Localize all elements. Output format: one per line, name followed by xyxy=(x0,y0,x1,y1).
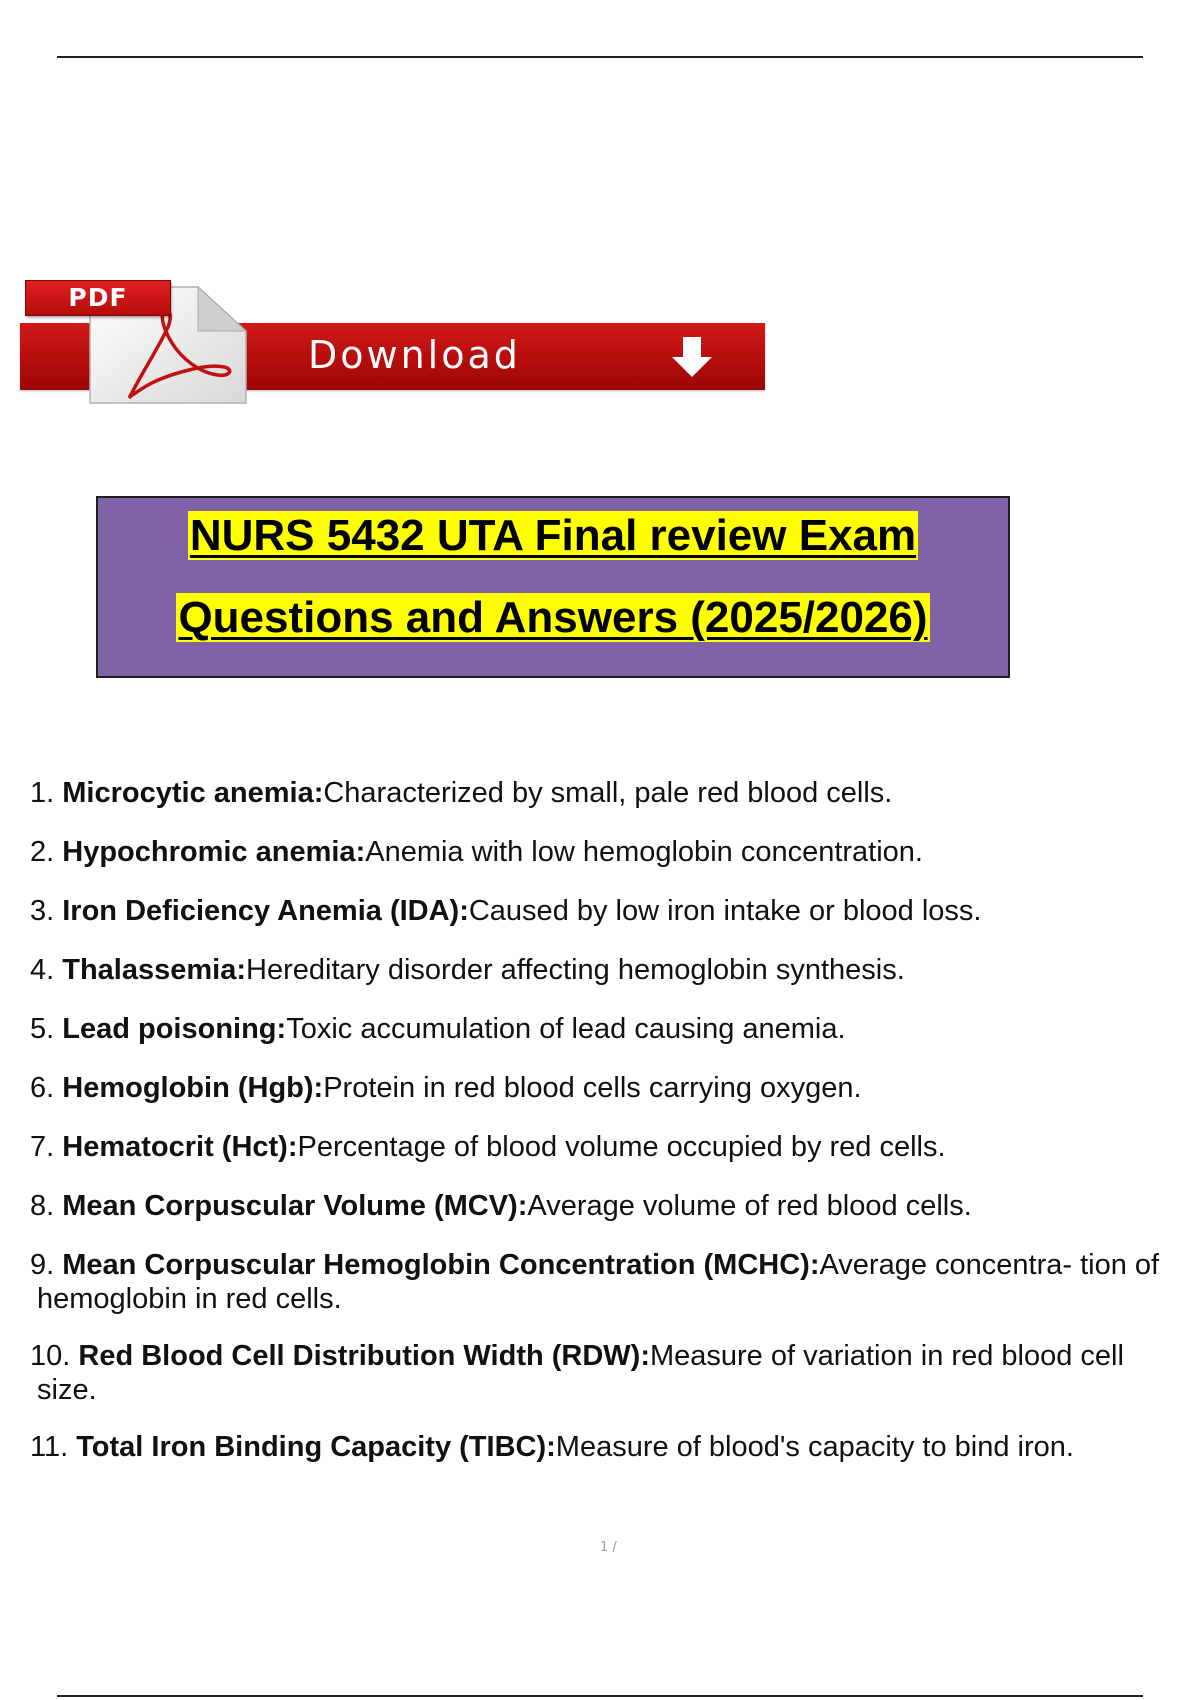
item-term: Thalassemia: xyxy=(62,954,247,986)
item-number: 1. xyxy=(30,777,55,809)
download-banner[interactable] xyxy=(20,275,770,405)
item-definition: Measure of variation in red blood cell size. xyxy=(37,1340,1124,1406)
list-item xyxy=(30,1130,1180,1164)
item-definition: Protein in red blood cells carrying oxygen. xyxy=(323,1072,862,1104)
title-box xyxy=(96,496,1010,678)
pdf-tag-label: PDF xyxy=(68,283,128,312)
item-number: 9. xyxy=(30,1249,55,1281)
item-definition: Toxic accumulation of lead causing anemia. xyxy=(286,1013,846,1045)
item-term: Microcytic anemia: xyxy=(62,777,324,809)
download-label[interactable]: Download xyxy=(308,333,521,377)
list-item xyxy=(30,1189,1180,1223)
item-definition: Average concentra- tion of hemoglobin in red cells. xyxy=(37,1249,1160,1315)
item-definition: Hereditary disorder affecting hemoglobin synthesis. xyxy=(246,954,905,986)
list-item xyxy=(30,953,1180,987)
list-item xyxy=(30,1071,1180,1105)
list-item xyxy=(30,894,1180,928)
pdf-tag xyxy=(25,280,171,316)
item-number: 3. xyxy=(30,895,55,927)
item-term: Lead poisoning: xyxy=(62,1013,287,1045)
page-number: 1 / xyxy=(600,1540,617,1555)
item-term: Hypochromic anemia: xyxy=(62,836,366,868)
item-number: 7. xyxy=(30,1131,55,1163)
list-item xyxy=(30,1430,1180,1464)
list-item xyxy=(30,1339,1180,1407)
item-number: 6. xyxy=(30,1072,55,1104)
list-item xyxy=(30,776,1180,810)
item-term: Mean Corpuscular Volume (MCV): xyxy=(62,1190,528,1222)
qa-list xyxy=(30,776,1180,1489)
item-definition: Average volume of red blood cells. xyxy=(527,1190,972,1222)
item-definition: Characterized by small, pale red blood cells. xyxy=(323,777,893,809)
item-number: 11. xyxy=(30,1431,69,1463)
top-rule xyxy=(57,56,1143,58)
item-number: 2. xyxy=(30,836,55,868)
down-arrow-icon[interactable] xyxy=(668,333,716,381)
item-term: Total Iron Binding Capacity (TIBC): xyxy=(76,1431,556,1463)
list-item xyxy=(30,1248,1180,1316)
item-definition: Anemia with low hemoglobin concentration. xyxy=(365,836,923,868)
item-number: 10. xyxy=(30,1340,71,1372)
item-term: Red Blood Cell Distribution Width (RDW): xyxy=(78,1340,650,1372)
title-text-1: NURS 5432 UTA Final review Exam xyxy=(189,511,917,560)
title-line-2 xyxy=(98,592,1008,644)
item-definition: Caused by low iron intake or blood loss. xyxy=(468,895,982,927)
item-term: Hematocrit (Hct): xyxy=(62,1131,298,1163)
item-term: Iron Deficiency Anemia (IDA): xyxy=(62,895,469,927)
item-definition: Percentage of blood volume occupied by red cells. xyxy=(297,1131,946,1163)
item-number: 5. xyxy=(30,1013,55,1045)
item-term: Hemoglobin (Hgb): xyxy=(62,1072,324,1104)
list-item xyxy=(30,1012,1180,1046)
item-number: 4. xyxy=(30,954,55,986)
title-line-1 xyxy=(98,510,1008,562)
item-number: 8. xyxy=(30,1190,55,1222)
list-item xyxy=(30,835,1180,869)
item-term: Mean Corpuscular Hemoglobin Concentration (MCHC): xyxy=(62,1249,820,1281)
bottom-rule xyxy=(57,1695,1143,1697)
title-text-2: Questions and Answers (2025/2026) xyxy=(178,593,928,642)
item-definition: Measure of blood's capacity to bind iron. xyxy=(555,1431,1074,1463)
